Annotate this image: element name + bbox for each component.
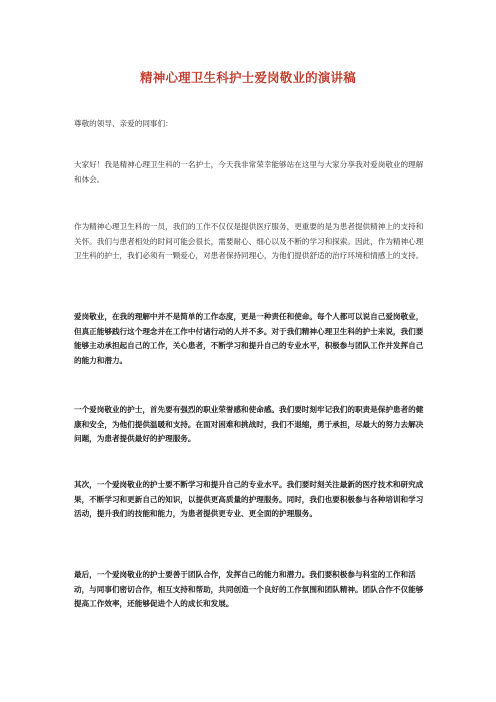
salutation: 尊敬的领导、亲爱的同事们： <box>74 119 173 128</box>
paragraph-greeting: 大家好！我是精神心理卫生科的一名护士，今天我非常荣幸能够站在这里与大家分享我对爱岗敬业的理解和体会。 <box>74 160 424 184</box>
paragraph-role: 作为精神心理卫生科的一员，我们的工作不仅仅是提供医疗服务，更重要的是为患者提供精神上的支持和关怀。我们与患者相处的时间可能会很长，需要耐心、细心以及不断的学习和探索。因此，作为精神心理卫生科的护士，我们必须有一颗爱心，对患者保持同理心，为他们提供舒适的治疗环境和情感上的支持。 <box>74 222 424 260</box>
paragraph-dedication: 爱岗敬业，在我的理解中并不是简单的工作态度，更是一种责任和使命。每个人都可以说自己爱岗敬业，但真正能够践行这个理念并在工作中付诸行动的人并不多。对于我们精神心理卫生科的护士来说，我们要能够主动承担起自己的工作，关心患者，不断学习和提升自己的专业水平，积极参与团队工作并发挥自己的能力和潜力。 <box>74 312 424 365</box>
paragraph-teamwork: 最后，一个爱岗敬业的护士要善于团队合作，发挥自己的能力和潜力。我们要积极参与科室的工作和活动，与同事们密切合作，相互支持和帮助，共同创造一个良好的工作氛围和团队精神。团队合作不仅能够提高工作效率，还能够促进个人的成长和发展。 <box>74 570 424 608</box>
document-title: 精神心理卫生科护士爱岗敬业的演讲稿 <box>140 70 356 85</box>
paragraph-mission: 一个爱岗敬业的护士，首先要有强烈的职业荣誉感和使命感。我们要时刻牢记我们的职责是保护患者的健康和安全，为他们提供温暖和支持。在面对困难和挑战时，我们不退缩，勇于承担，尽最大的努力去解决问题，为患者提供最好的护理服务。 <box>74 405 424 443</box>
paragraph-learning: 其次，一个爱岗敬业的护士要不断学习和提升自己的专业水平。我们要时刻关注最新的医疗技术和研究成果，不断学习和更新自己的知识，以提供更高质量的护理服务。同时，我们也要积极参与各种培训和学习活动，提升我们的技能和能力，为患者提供更专业、更全面的护理服务。 <box>74 480 424 518</box>
